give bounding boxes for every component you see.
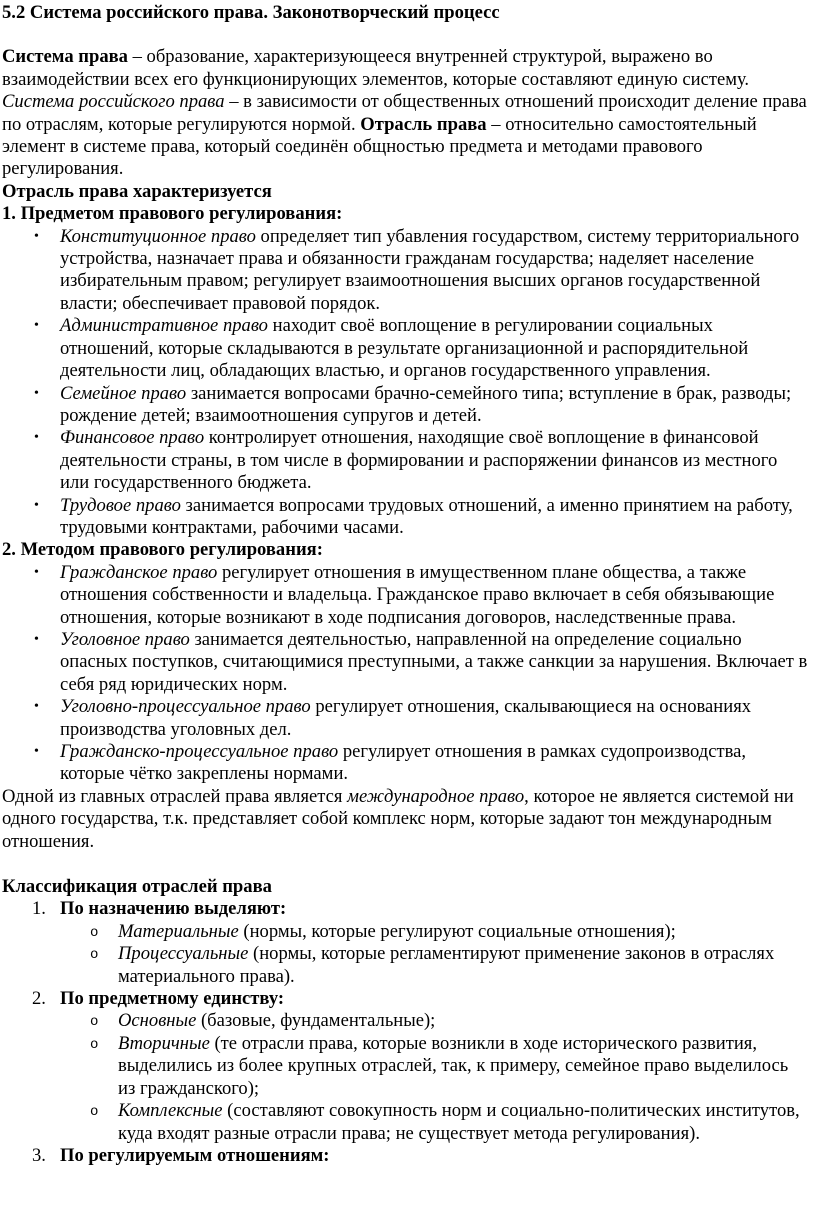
list-item: • Финансовое право контролирует отношения, находящие своё воплощение в финансовой деятельности страны, в том числе в формировании и распоряжении финансов из местного или государственного бюджета.	[60, 427, 808, 494]
sub-list-item: o Комплексные (составляют совокупность норм и социально-политических институтов, куда входят разные отрасли права; не существует метода регулирования).	[118, 1100, 808, 1145]
classification-item	[32, 1144, 808, 1167]
classification-list	[2, 898, 808, 1167]
list-item: • Административное право находит своё воплощение в регулировании социальных отношений, которые складываются в результате организационной и распорядительной деятельности лиц, обладающих властью, и органов государственного управления.	[60, 315, 808, 382]
subject-list	[2, 226, 808, 540]
item-number: 1.	[32, 898, 46, 920]
characteristics-heading: Отрасль права характеризуется	[2, 180, 272, 202]
classification-item	[32, 898, 808, 988]
list-item: • Конституционное право определяет тип убавления государством, систему территориального устройства, назначает права и обязанности гражданам государства; наделяет население избирательным правом; регулирует взаимоотношения высших органов государственной власти; обеспечивает правовой порядок.	[60, 226, 808, 316]
classification-label: По регулируемым отношениям:	[60, 1144, 330, 1166]
list-item: • Уголовно-процессуальное право регулирует отношения, скалывающиеся на основаниях производства уголовных дел.	[60, 696, 808, 741]
list-item: • Гражданское право регулирует отношения в имущественном плане общества, а также отношения собственности и владельца. Гражданское право включает в себя обязывающие отношения, которые возникают в ходе подписания договоров, наследственные права.	[60, 562, 808, 629]
sub-list-item: o Основные (базовые, фундаментальные);	[118, 1010, 808, 1032]
term-international-law: международное право	[347, 785, 525, 807]
item-number: 2.	[32, 988, 46, 1010]
list-item: • Уголовное право занимается деятельностью, направленной на определение социально опасных поступков, считающимися преступными, а также санкции за нарушения. Включает в себя ряд юридических норм.	[60, 629, 808, 696]
classification-label: По назначению выделяют:	[60, 898, 287, 920]
method-heading: 2. Методом правового регулирования:	[2, 539, 323, 561]
sub-list-item: o Вторичные (те отрасли права, которые возникли в ходе исторического развития, выделились из более крупных отраслей, так, к примеру, семейное право выделилось из гражданского);	[118, 1033, 808, 1100]
international-law-paragraph: Одной из главных отраслей права является международное право, которое не является системой ни одного государства, т.к. представляет собой комплекс норм, которые задают тон международным отношения.	[2, 785, 794, 852]
term-branch-of-law: Отрасль права	[360, 113, 487, 135]
term-system-of-law: Система права	[2, 46, 128, 68]
document-page	[0, 2, 816, 1167]
classification-item	[32, 988, 808, 1145]
intro-paragraph: Система права – образование, характеризующееся внутренней структурой, выражено во взаимодействии всех его функционирующих элементов, которые составляют единую систему. Система российского права – в зависимости от общественных отношений происходит деление права по отраслям, которые регулируются нормой. Отрасль права – относительно самостоятельный элемент в системе права, который соединён общностью предмета и методами правового регулирования.	[2, 46, 807, 180]
classification-heading: Классификация отраслей права	[2, 876, 272, 898]
method-list	[2, 562, 808, 786]
item-number: 3.	[32, 1144, 46, 1166]
subject-heading: 1. Предметом правового регулирования:	[2, 203, 343, 225]
page-title: 5.2 Система российского права. Законотворческий процесс	[2, 2, 500, 23]
sub-list	[60, 1010, 808, 1144]
sub-list	[60, 921, 808, 988]
list-item: • Семейное право занимается вопросами брачно-семейного типа; вступление в брак, разводы; рождение детей; взаимоотношения супругов и детей.	[60, 383, 808, 428]
sub-list-item: o Материальные (нормы, которые регулируют социальные отношения);	[118, 921, 808, 943]
sub-list-item: o Процессуальные (нормы, которые регламентируют применение законов в отраслях материального права).	[118, 943, 808, 988]
list-item: • Гражданско-процессуальное право регулирует отношения в рамках судопроизводства, которые чётко закреплены нормами.	[60, 741, 808, 786]
list-item: • Трудовое право занимается вопросами трудовых отношений, а именно принятием на работу, трудовыми контрактами, рабочими часами.	[60, 495, 808, 540]
classification-label: По предметному единству:	[60, 988, 285, 1010]
term-russian-law-system: Система российского права	[2, 91, 225, 113]
